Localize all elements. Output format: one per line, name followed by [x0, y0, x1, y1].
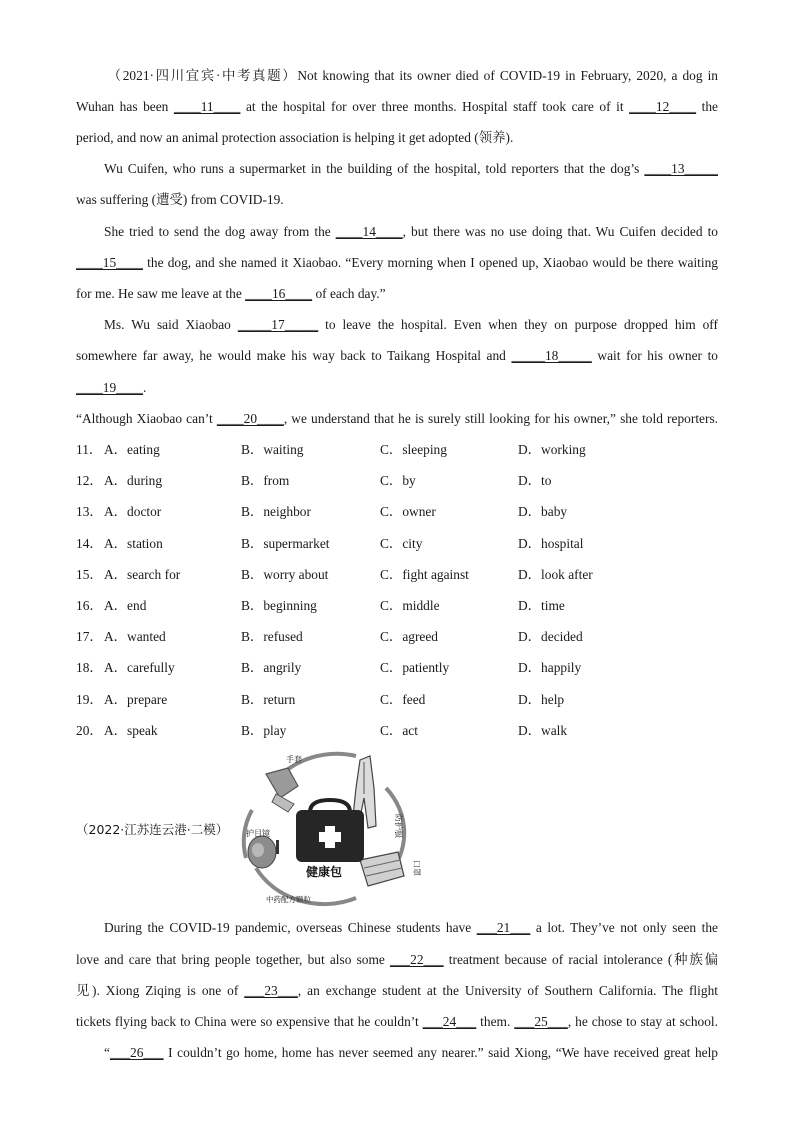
question-number: 17．	[76, 629, 103, 644]
text: “	[104, 1045, 110, 1060]
text: During the COVID-19 pandemic, overseas Chinese students have	[104, 920, 477, 935]
passage1-line-5	[76, 190, 284, 210]
blank-18[interactable]: _____18_____	[511, 348, 592, 363]
option-b[interactable]: B．supermarket	[241, 536, 330, 551]
text: , but there was no use doing that. Wu Cuifen decided to	[402, 224, 718, 239]
option-d[interactable]: D．walk	[518, 723, 568, 738]
option-c[interactable]: C．patiently	[380, 660, 450, 675]
option-d[interactable]: D．help	[518, 692, 565, 707]
question-number: 12．	[76, 473, 103, 488]
text: of each day.”	[312, 286, 386, 301]
text: , an exchange student at the University of Southern California. The flight	[297, 983, 718, 998]
question-number: 20．	[76, 723, 103, 738]
passage1-line-8	[76, 284, 386, 304]
option-c[interactable]: C．owner	[380, 504, 436, 519]
text: 见). Xiong Ziqing is one of	[76, 983, 245, 998]
passage2-line-3	[76, 981, 718, 1001]
blank-23[interactable]: ___23___	[244, 983, 298, 998]
blank-22[interactable]: ___22___	[390, 952, 444, 967]
text: for me. He saw me leave at the	[76, 286, 246, 301]
question-number: 19．	[76, 692, 103, 707]
text: .	[142, 380, 147, 395]
option-b[interactable]: B．angrily	[241, 660, 302, 675]
text: tickets flying back to China were so expensive that he couldn’t	[76, 1014, 423, 1029]
option-d[interactable]: D．working	[518, 442, 586, 457]
option-c[interactable]: C．agreed	[380, 629, 439, 644]
option-b[interactable]: B．return	[241, 692, 296, 707]
passage2-line-4	[76, 1012, 718, 1032]
text: , he chose to stay at school.	[567, 1014, 718, 1029]
blank-16[interactable]: ____16____	[245, 286, 313, 301]
label-gloves: 手套	[286, 755, 302, 764]
option-b[interactable]: B．neighbor	[241, 504, 311, 519]
blank-15[interactable]: ____15____	[76, 255, 143, 270]
option-d[interactable]: D．hospital	[518, 536, 584, 551]
passage1-line-6	[76, 222, 718, 242]
text: I couldn’t go home, home has never seemed any nearer.” said Xiong, “We have received great help	[163, 1045, 718, 1060]
text: wait for his owner to	[591, 348, 718, 363]
health-kit-illustration	[236, 748, 426, 908]
text: a lot. They’ve not only seen the	[530, 920, 718, 935]
option-c[interactable]: C．fight against	[380, 567, 469, 582]
text: period, and now an animal protection association is helping it get adopted (领养).	[76, 130, 514, 145]
question-number: 11．	[76, 442, 103, 457]
passage1-line-4	[76, 159, 718, 179]
option-d[interactable]: D．look after	[518, 567, 593, 582]
text: , we understand that he is surely still looking for his owner,” she told reporters.	[283, 411, 718, 426]
passage1-line-10	[76, 346, 718, 366]
label-mask: 口罩	[412, 860, 421, 876]
option-b[interactable]: B．from	[241, 473, 290, 488]
option-b[interactable]: B．worry about	[241, 567, 329, 582]
text: （2021·四川宜宾·中考真题）Not knowing that its owner died of COVID-19 in February, 2020, a dog in	[106, 68, 718, 83]
option-c[interactable]: C．by	[380, 473, 416, 488]
text: She tried to send the dog away from the	[104, 224, 336, 239]
option-a[interactable]: A．prepare	[104, 692, 168, 707]
option-a[interactable]: A．during	[104, 473, 163, 488]
passage1-line-9	[76, 315, 718, 335]
blank-14[interactable]: ____14____	[335, 224, 403, 239]
question-number: 14．	[76, 536, 103, 551]
passage1-line-11	[76, 378, 146, 398]
option-d[interactable]: D．decided	[518, 629, 583, 644]
text: Wuhan has been	[76, 99, 174, 114]
option-c[interactable]: C．act	[380, 723, 418, 738]
text: Ms. Wu said Xiaobao	[104, 317, 238, 332]
blank-20[interactable]: ____20____	[216, 411, 284, 426]
label-protective-suit: 防护服	[394, 814, 403, 838]
text: at the hospital for over three months. Hospital staff took care of it	[240, 99, 630, 114]
blank-25[interactable]: ___25___	[514, 1014, 568, 1029]
option-d[interactable]: D．to	[518, 473, 552, 488]
blank-19[interactable]: ____19____	[76, 380, 143, 395]
blank-17[interactable]: _____17_____	[237, 317, 319, 332]
blank-13[interactable]: ____13_____	[644, 161, 718, 176]
option-c[interactable]: C．feed	[380, 692, 426, 707]
option-d[interactable]: D．time	[518, 598, 565, 613]
passage2-line-1	[76, 918, 718, 938]
passage1-line-3	[76, 128, 513, 148]
text: “Although Xiaobao can’t	[76, 411, 217, 426]
goggles-icon	[248, 836, 279, 868]
blank-24[interactable]: ___24___	[422, 1014, 477, 1029]
text: was suffering (遭受) from COVID-19.	[76, 192, 284, 207]
option-b[interactable]: B．play	[241, 723, 287, 738]
text: the	[696, 99, 718, 114]
text: them.	[476, 1014, 515, 1029]
label-health-kit: 健康包	[306, 865, 343, 879]
question-number: 18．	[76, 660, 103, 675]
passage1-line-7	[76, 253, 718, 273]
label-goggles: 护目镜	[246, 829, 270, 838]
text: treatment because of racial intolerance (种族偏	[443, 952, 718, 967]
option-c[interactable]: C．middle	[380, 598, 440, 613]
option-a[interactable]: A．speak	[104, 723, 158, 738]
blank-12[interactable]: ____12____	[629, 99, 697, 114]
option-b[interactable]: B．beginning	[241, 598, 317, 613]
text: Wu Cuifen, who runs a supermarket in the building of the hospital, told reporters that the dog’s	[104, 161, 645, 176]
gloves-icon	[266, 768, 298, 812]
question-number: 13．	[76, 504, 103, 519]
passage2-line-5	[76, 1043, 718, 1063]
text: the dog, and she named it Xiaobao. “Every morning when I opened up, Xiaobao would be there waiting	[142, 255, 718, 270]
health-kit-figure	[236, 748, 426, 908]
option-d[interactable]: D．happily	[518, 660, 582, 675]
label-granules: 中药配方颗粒	[266, 895, 311, 904]
blank-11[interactable]: ____11____	[173, 99, 241, 114]
figure-caption: （2022·江苏连云港·二模）	[76, 822, 229, 837]
question-number: 16．	[76, 598, 103, 613]
blank-26[interactable]: ___26___	[109, 1045, 164, 1060]
option-b[interactable]: B．refused	[241, 629, 303, 644]
option-c[interactable]: C．city	[380, 536, 423, 551]
passage2-line-2	[76, 950, 718, 970]
text: somewhere far away, he would make his way back to Taikang Hospital and	[76, 348, 512, 363]
option-c[interactable]: C．sleeping	[380, 442, 447, 457]
blank-21[interactable]: ___21___	[476, 920, 531, 935]
option-a[interactable]: A．doctor	[104, 504, 162, 519]
option-a[interactable]: A．search for	[104, 567, 181, 582]
option-a[interactable]: A．station	[104, 536, 163, 551]
option-a[interactable]: A．eating	[104, 442, 160, 457]
text: love and care that bring people together, but also some	[76, 952, 391, 967]
text: to leave the hospital. Even when they on purpose dropped him off	[318, 317, 718, 332]
option-a[interactable]: A．end	[104, 598, 147, 613]
mask-icon	[360, 852, 404, 886]
option-b[interactable]: B．waiting	[241, 442, 304, 457]
option-d[interactable]: D．baby	[518, 504, 568, 519]
passage1-line-12	[76, 409, 718, 429]
option-a[interactable]: A．wanted	[104, 629, 166, 644]
question-number: 15．	[76, 567, 103, 582]
option-a[interactable]: A．carefully	[104, 660, 175, 675]
passage1-line-1	[76, 66, 718, 86]
passage1-line-2	[76, 97, 718, 117]
